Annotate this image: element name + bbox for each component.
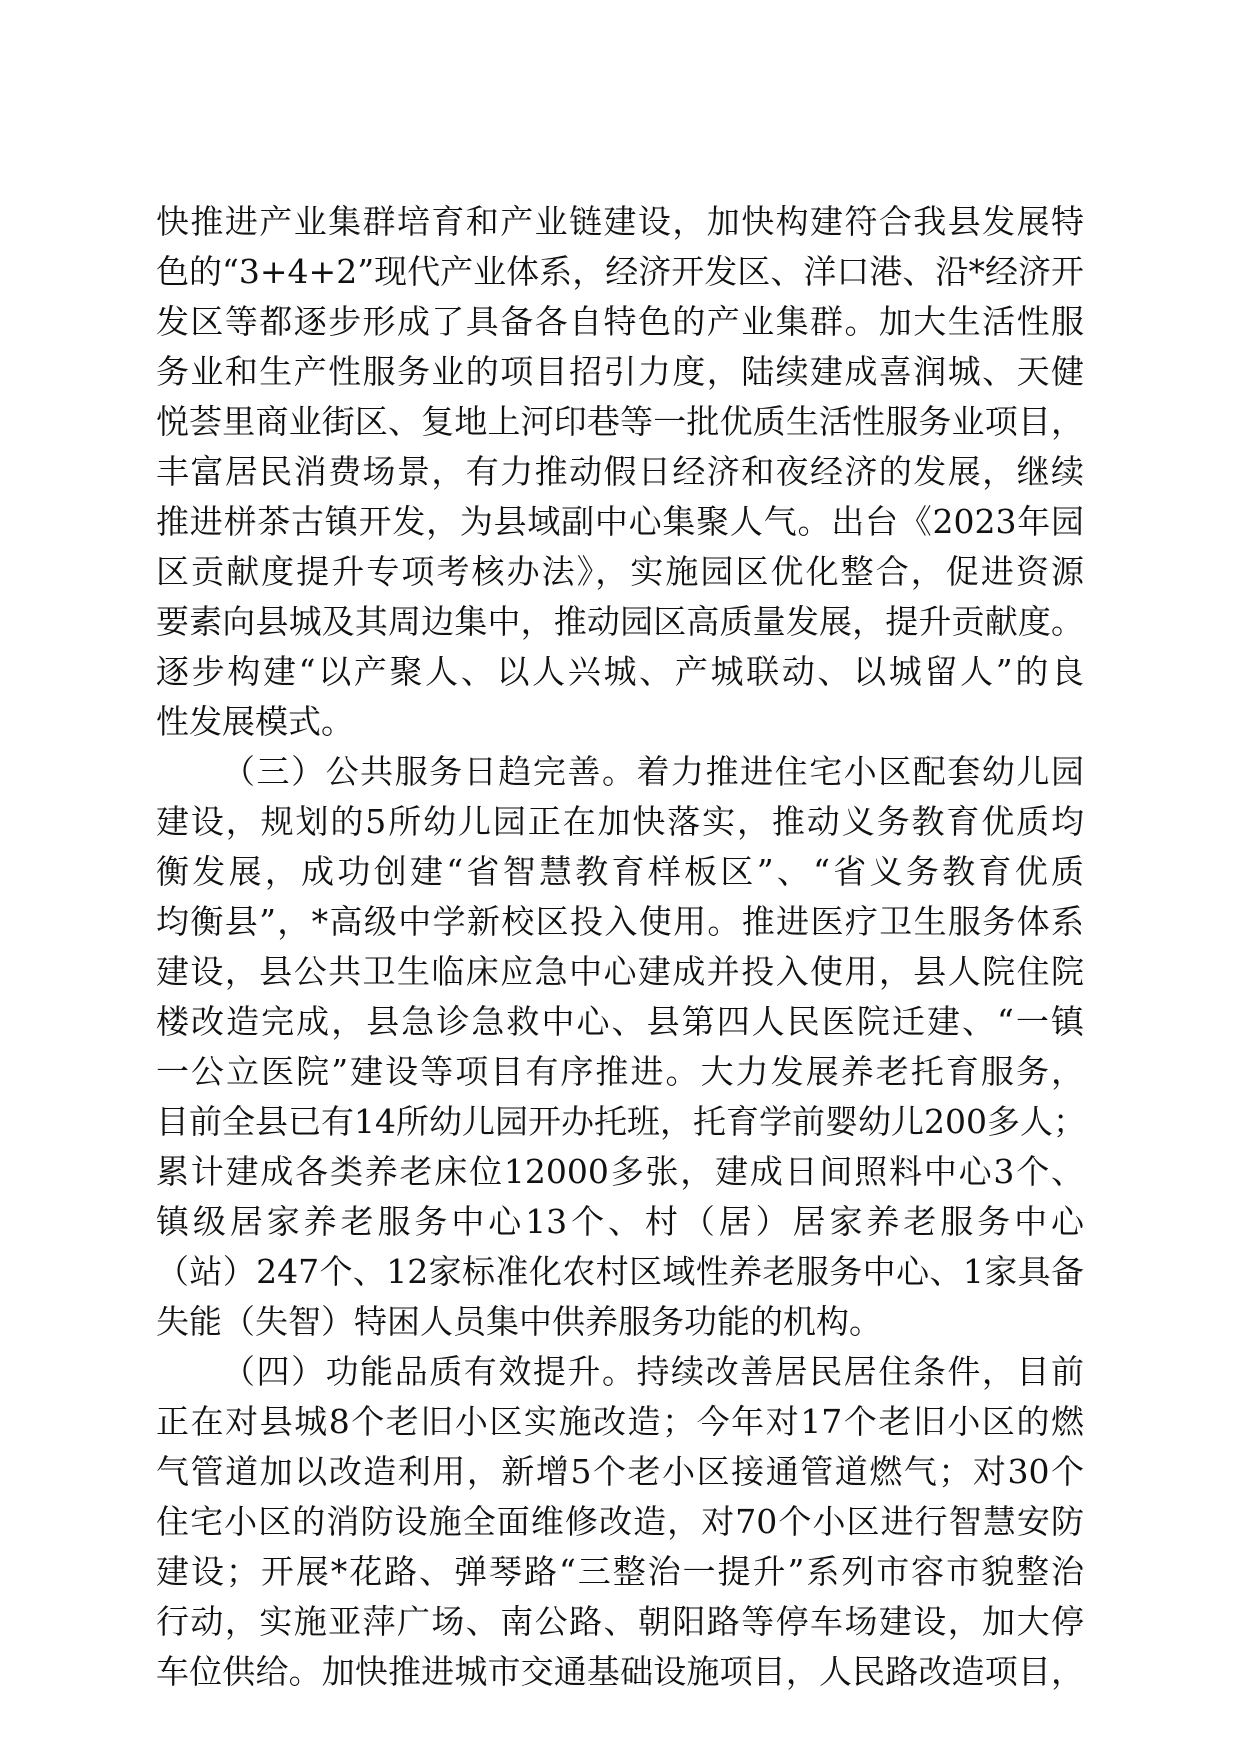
text-line: 住宅小区的消防设施全面维修改造，对70个小区进行智慧安防 [156,1502,1084,1541]
paragraph-3 [156,1347,1084,1697]
text-line: 失能（失智）特困人员集中供养服务功能的机构。 [156,1302,882,1341]
text-line: 楼改造完成，县急诊急救中心、县第四人民医院迁建、“一镇 [156,1002,1084,1041]
text-line: 逐步构建“以产聚人、以人兴城、产城联动、以城留人”的良 [156,652,1084,691]
text-line: 镇级居家养老服务中心13个、村（居）居家养老服务中心 [156,1202,1084,1241]
text-line: 悦荟里商业街区、复地上河印巷等一批优质生活性服务业项目， [156,402,1084,441]
document-body [156,197,1084,1697]
text-line: 要素向县城及其周边集中，推动园区高质量发展，提升贡献度。 [156,602,1084,641]
text-line: 车位供给。加快推进城市交通基础设施项目，人民路改造项目， [156,1652,1084,1691]
text-line: 气管道加以改造利用，新增5个老小区接通管道燃气；对30个 [156,1452,1084,1491]
text-line: 快推进产业集群培育和产业链建设，加快构建符合我县发展特 [156,202,1084,241]
text-line: 均衡县”，*高级中学新校区投入使用。推进医疗卫生服务体系 [156,902,1084,941]
text-line: 建设；开展*花路、弹琴路“三整治一提升”系列市容市貌整治 [156,1552,1084,1591]
text-line: 行动，实施亚萍广场、南公路、朝阳路等停车场建设，加大停 [156,1602,1084,1641]
section-heading-line: （四）功能品质有效提升。持续改善居民居住条件，目前 [222,1352,1084,1391]
text-line: 区贡献度提升专项考核办法》，实施园区优化整合，促进资源 [156,552,1084,591]
text-line: 累计建成各类养老床位12000多张，建成日间照料中心3个、 [156,1152,1084,1191]
text-line: 务业和生产性服务业的项目招引力度，陆续建成喜润城、天健 [156,352,1084,391]
text-line: 色的“3+4+2”现代产业体系，经济开发区、洋口港、沿*经济开 [156,252,1084,291]
text-line: 建设，县公共卫生临床应急中心建成并投入使用，县人院住院 [156,952,1084,991]
text-line: 发区等都逐步形成了具备各自特色的产业集群。加大生活性服 [156,302,1084,341]
text-line: （站）247个、12家标准化农村区域性养老服务中心、1家具备 [156,1252,1084,1291]
text-line: 推进栟茶古镇开发，为县域副中心集聚人气。出台《2023年园 [156,502,1084,541]
text-line: 衡发展，成功创建“省智慧教育样板区”、“省义务教育优质 [156,852,1084,891]
section-heading-line: （三）公共服务日趋完善。着力推进住宅小区配套幼儿园 [222,752,1084,791]
text-line: 目前全县已有14所幼儿园开办托班，托育学前婴幼儿200多人； [156,1102,1086,1141]
text-line: 建设，规划的5所幼儿园正在加快落实，推动义务教育优质均 [156,802,1084,841]
paragraph-1 [156,197,1084,747]
text-line: 正在对县城8个老旧小区实施改造；今年对17个老旧小区的燃 [156,1402,1084,1441]
text-line: 性发展模式。 [156,702,354,741]
text-line: 一公立医院”建设等项目有序推进。大力发展养老托育服务， [156,1052,1084,1091]
text-line: 丰富居民消费场景，有力推动假日经济和夜经济的发展，继续 [156,452,1084,491]
paragraph-2 [156,747,1084,1347]
